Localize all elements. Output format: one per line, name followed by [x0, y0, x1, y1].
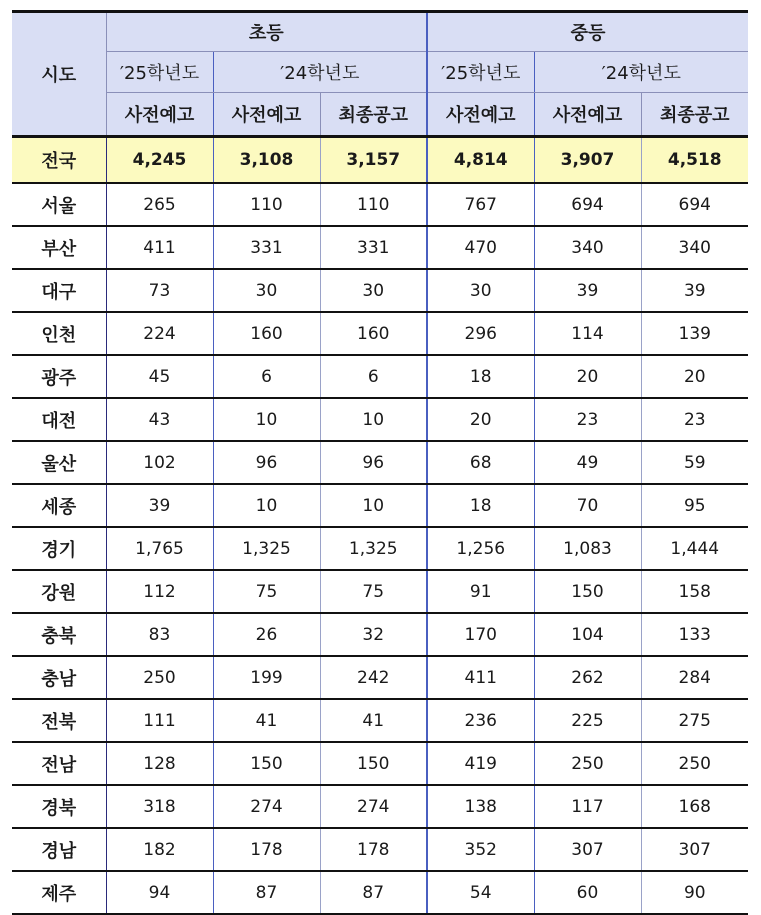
table-cell: 158 [641, 570, 748, 613]
table-cell: 411 [427, 656, 534, 699]
header-type: 최종공고 [641, 93, 748, 137]
table-cell: 43 [106, 398, 213, 441]
table-header [12, 12, 748, 137]
region-name: 제주 [12, 871, 106, 914]
table-cell: 39 [106, 484, 213, 527]
table-cell: 10 [213, 398, 320, 441]
table-row [12, 398, 748, 441]
region-name: 전남 [12, 742, 106, 785]
table-row [12, 828, 748, 871]
table-cell: 178 [320, 828, 427, 871]
table-cell: 1,444 [641, 527, 748, 570]
table-cell: 10 [213, 484, 320, 527]
table-cell: 411 [106, 226, 213, 269]
table-cell: 39 [534, 269, 641, 312]
table-row [12, 742, 748, 785]
table-cell: 18 [427, 484, 534, 527]
table-cell: 331 [213, 226, 320, 269]
table-row [12, 269, 748, 312]
table-cell: 138 [427, 785, 534, 828]
table-cell: 83 [106, 613, 213, 656]
table-cell: 318 [106, 785, 213, 828]
table-cell: 73 [106, 269, 213, 312]
region-name: 인천 [12, 312, 106, 355]
header-middle: 중등 [427, 12, 748, 52]
table-cell: 168 [641, 785, 748, 828]
table-row [12, 183, 748, 226]
table-cell: 3,108 [213, 137, 320, 184]
table-cell: 59 [641, 441, 748, 484]
table-cell: 104 [534, 613, 641, 656]
header-type: 사전예고 [534, 93, 641, 137]
table-cell: 274 [320, 785, 427, 828]
teacher-recruitment-table [12, 10, 748, 915]
header-type: 사전예고 [427, 93, 534, 137]
table-row [12, 570, 748, 613]
table-cell: 150 [213, 742, 320, 785]
region-name: 전북 [12, 699, 106, 742]
table-cell: 6 [320, 355, 427, 398]
region-name: 부산 [12, 226, 106, 269]
table-cell: 133 [641, 613, 748, 656]
table-cell: 32 [320, 613, 427, 656]
table-cell: 41 [213, 699, 320, 742]
table-cell: 75 [213, 570, 320, 613]
table-cell: 95 [641, 484, 748, 527]
header-mid-year-24: ′24학년도 [534, 52, 748, 93]
table-row-total [12, 137, 748, 184]
table-cell: 225 [534, 699, 641, 742]
table-cell: 90 [641, 871, 748, 914]
table-cell: 112 [106, 570, 213, 613]
table-cell: 10 [320, 398, 427, 441]
header-elem-year-25: ′25학년도 [106, 52, 213, 93]
table-cell: 160 [213, 312, 320, 355]
table-cell: 20 [427, 398, 534, 441]
table-cell: 91 [427, 570, 534, 613]
header-elementary: 초등 [106, 12, 427, 52]
header-type: 사전예고 [106, 93, 213, 137]
table-cell: 110 [213, 183, 320, 226]
table-cell: 1,083 [534, 527, 641, 570]
table-cell: 694 [641, 183, 748, 226]
table-row [12, 226, 748, 269]
table-cell: 1,765 [106, 527, 213, 570]
table-cell: 70 [534, 484, 641, 527]
header-type: 최종공고 [320, 93, 427, 137]
region-name: 서울 [12, 183, 106, 226]
table-row [12, 699, 748, 742]
table-cell: 199 [213, 656, 320, 699]
table-cell: 111 [106, 699, 213, 742]
table-body [12, 137, 748, 915]
header-elem-year-24: ′24학년도 [213, 52, 427, 93]
table-row [12, 355, 748, 398]
table-row [12, 656, 748, 699]
table-cell: 3,907 [534, 137, 641, 184]
table-cell: 262 [534, 656, 641, 699]
table-cell: 41 [320, 699, 427, 742]
table-cell: 150 [320, 742, 427, 785]
table-cell: 4,245 [106, 137, 213, 184]
table-cell: 419 [427, 742, 534, 785]
table-cell: 117 [534, 785, 641, 828]
table-cell: 4,518 [641, 137, 748, 184]
table-row [12, 484, 748, 527]
table-cell: 114 [534, 312, 641, 355]
region-name: 경기 [12, 527, 106, 570]
table-cell: 3,157 [320, 137, 427, 184]
table-cell: 30 [213, 269, 320, 312]
table-cell: 340 [534, 226, 641, 269]
region-name: 광주 [12, 355, 106, 398]
table-cell: 767 [427, 183, 534, 226]
table-cell: 160 [320, 312, 427, 355]
table-cell: 4,814 [427, 137, 534, 184]
table-cell: 307 [534, 828, 641, 871]
table-cell: 694 [534, 183, 641, 226]
table-cell: 284 [641, 656, 748, 699]
table-cell: 1,325 [213, 527, 320, 570]
region-name: 경남 [12, 828, 106, 871]
table-cell: 6 [213, 355, 320, 398]
table-cell: 139 [641, 312, 748, 355]
table-cell: 224 [106, 312, 213, 355]
table-cell: 128 [106, 742, 213, 785]
table-cell: 182 [106, 828, 213, 871]
table-cell: 275 [641, 699, 748, 742]
table-cell: 39 [641, 269, 748, 312]
table-cell: 94 [106, 871, 213, 914]
table-cell: 18 [427, 355, 534, 398]
table-cell: 352 [427, 828, 534, 871]
region-name: 충남 [12, 656, 106, 699]
table-cell: 340 [641, 226, 748, 269]
region-name: 충북 [12, 613, 106, 656]
table-cell: 96 [320, 441, 427, 484]
table-cell: 296 [427, 312, 534, 355]
header-sido: 시도 [12, 12, 106, 137]
table-cell: 1,325 [320, 527, 427, 570]
table-cell: 26 [213, 613, 320, 656]
table-cell: 1,256 [427, 527, 534, 570]
table-cell: 54 [427, 871, 534, 914]
table-cell: 20 [534, 355, 641, 398]
header-mid-year-25: ′25학년도 [427, 52, 534, 93]
table-cell: 20 [641, 355, 748, 398]
table-cell: 250 [641, 742, 748, 785]
region-name: 세종 [12, 484, 106, 527]
table-row [12, 527, 748, 570]
table-cell: 68 [427, 441, 534, 484]
table-cell: 10 [320, 484, 427, 527]
table-cell: 60 [534, 871, 641, 914]
region-name: 강원 [12, 570, 106, 613]
table-cell: 23 [641, 398, 748, 441]
table-cell: 265 [106, 183, 213, 226]
header-type: 사전예고 [213, 93, 320, 137]
table-cell: 45 [106, 355, 213, 398]
region-name: 경북 [12, 785, 106, 828]
table-cell: 331 [320, 226, 427, 269]
table-cell: 96 [213, 441, 320, 484]
table-row [12, 441, 748, 484]
table-cell: 110 [320, 183, 427, 226]
table-cell: 307 [641, 828, 748, 871]
table-cell: 178 [213, 828, 320, 871]
table-cell: 23 [534, 398, 641, 441]
table-row [12, 312, 748, 355]
table-cell: 250 [534, 742, 641, 785]
region-name: 전국 [12, 137, 106, 184]
table-cell: 75 [320, 570, 427, 613]
region-name: 대전 [12, 398, 106, 441]
table-cell: 250 [106, 656, 213, 699]
region-name: 울산 [12, 441, 106, 484]
table-cell: 470 [427, 226, 534, 269]
table-cell: 236 [427, 699, 534, 742]
table-cell: 87 [320, 871, 427, 914]
table-cell: 30 [320, 269, 427, 312]
region-name: 대구 [12, 269, 106, 312]
table-row [12, 871, 748, 914]
table-cell: 242 [320, 656, 427, 699]
table-cell: 150 [534, 570, 641, 613]
table-cell: 274 [213, 785, 320, 828]
table-cell: 30 [427, 269, 534, 312]
table-cell: 170 [427, 613, 534, 656]
table-row [12, 785, 748, 828]
table-row [12, 613, 748, 656]
table-cell: 49 [534, 441, 641, 484]
table-cell: 102 [106, 441, 213, 484]
table-cell: 87 [213, 871, 320, 914]
